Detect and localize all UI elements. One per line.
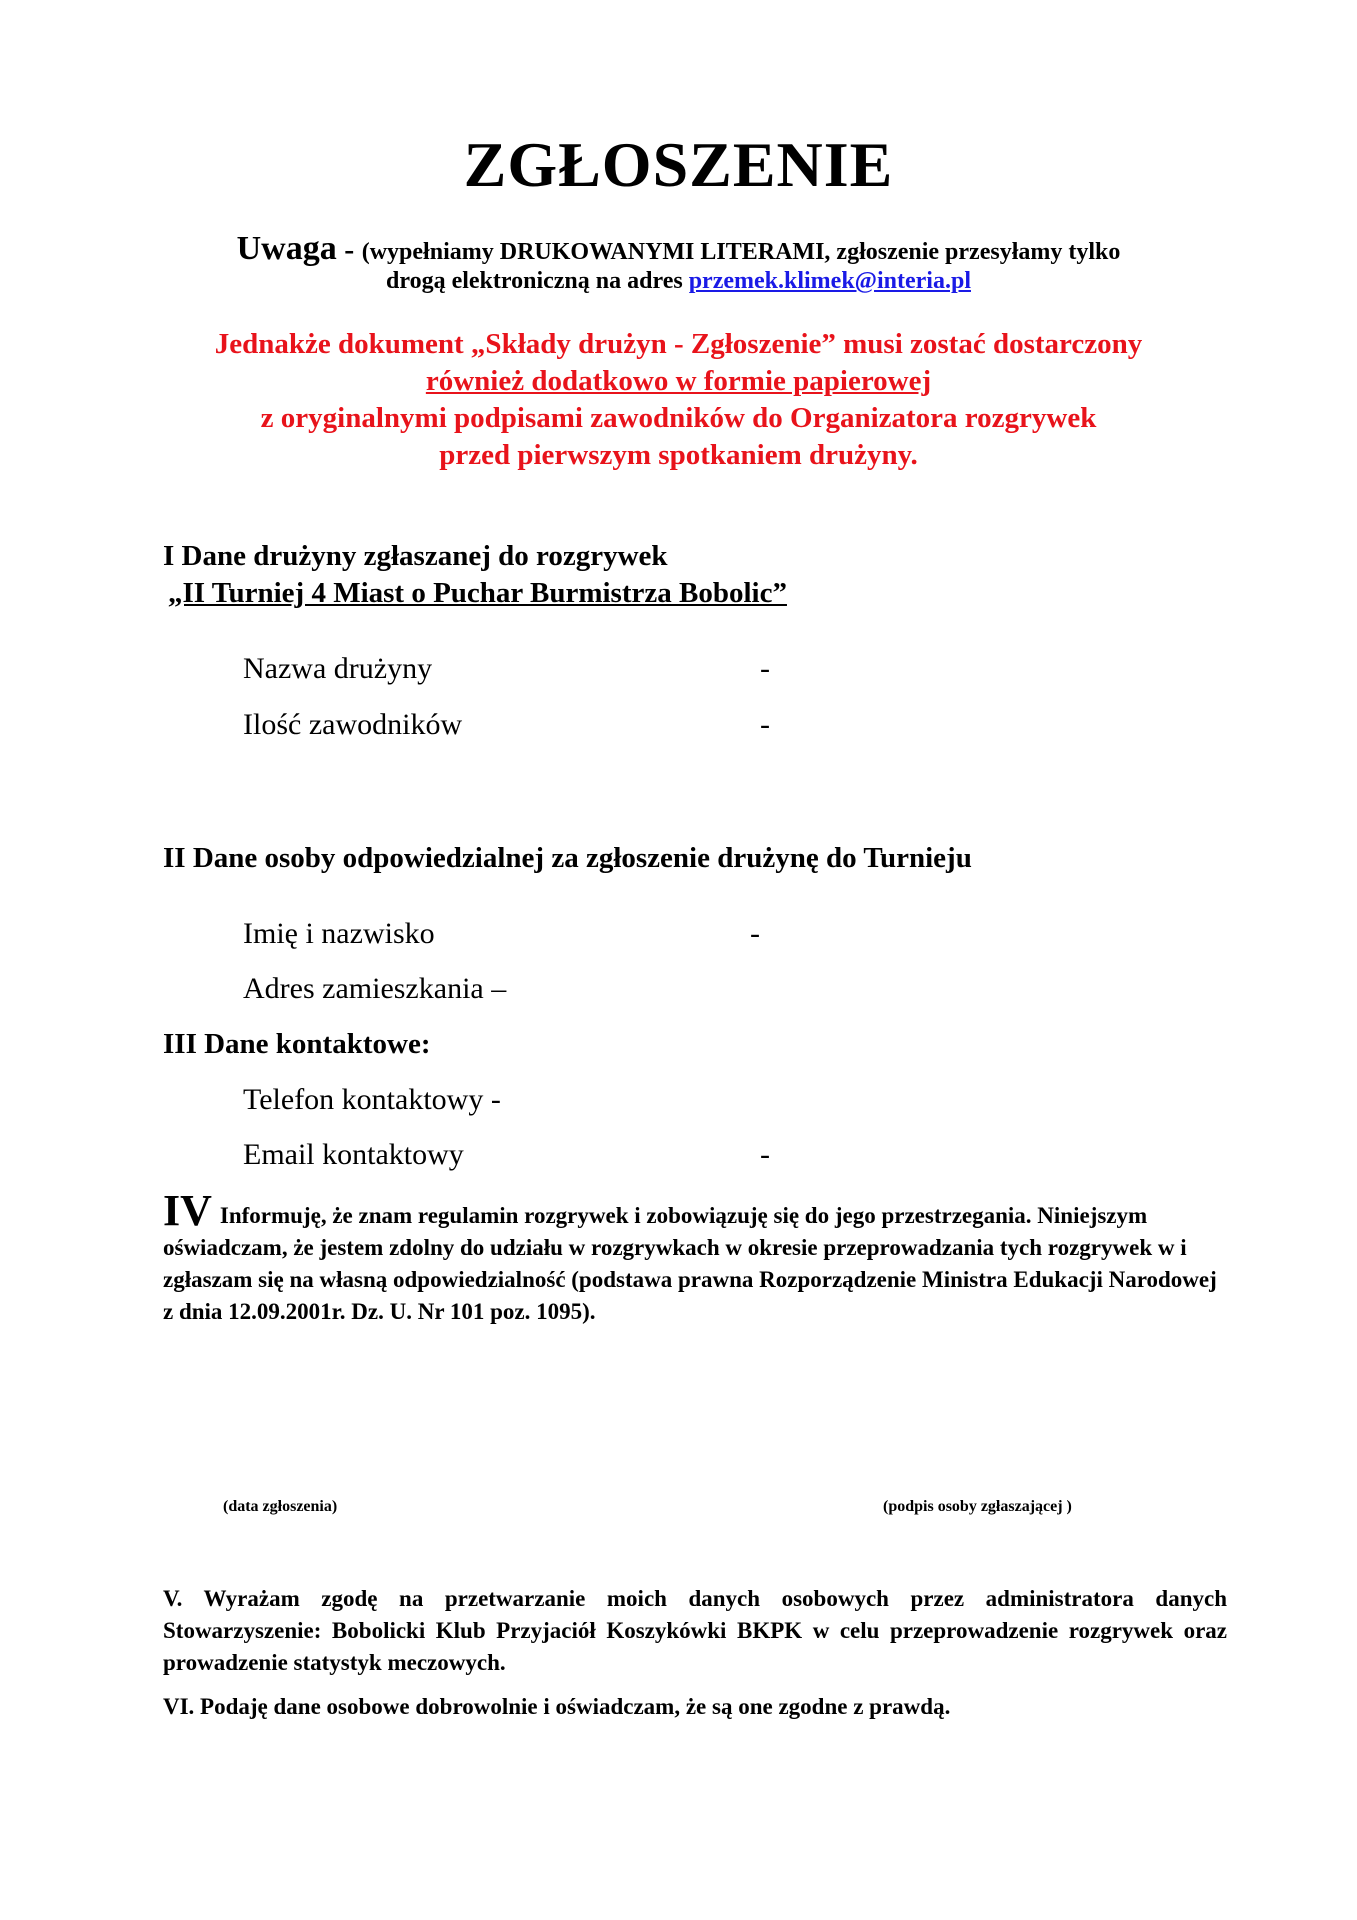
signature-label: (podpis osoby zgłaszającej ) [883,1498,1072,1515]
section-3-heading: III Dane kontaktowe: [163,1028,431,1060]
red-notice-line-3: z oryginalnymi podpisami zawodników do Organizatora rozgrywek [260,402,1097,434]
event-name: „II Turniej 4 Miast o Puchar Burmistrza Bobolic” [168,577,787,609]
full-name-label: Imię i nazwisko [243,917,435,950]
field-address [243,972,506,1006]
notice-line-1 [0,230,1357,268]
team-name-label: Nazwa drużyny [243,652,433,685]
phone-label: Telefon kontaktowy - [243,1083,501,1116]
field-email [243,1138,770,1172]
players-count-dash: - [760,708,770,741]
field-team-name [243,652,770,686]
players-count-label: Ilość zawodników [243,708,463,741]
section-4-declaration [163,1186,1223,1328]
notice-uwaga: Uwaga [236,230,337,267]
notice-dash: - [336,233,362,266]
red-notice-line-4: przed pierwszym spotkaniem drużyny. [439,439,918,471]
section-4-numeral: IV [163,1186,212,1235]
section-4-text: Informuję, że znam regulamin rozgrywek i zobowiązuję się do jego przestrzegania. Niniejszym oświadczam, że jestem zdolny do udziału w rozgrywkach w okresie przeprowadzania tych rozgrywek w i zgłaszam się na własną odpowiedzialność (podstawa prawna Rozporządzenie Ministra Edukacji Narodowej z dnia 12.09.2001r. Dz. U. Nr 101 poz. 1095). [163,1203,1217,1324]
field-full-name [243,917,760,951]
field-phone [243,1083,501,1117]
red-notice-line-2: również dodatkowo w formie papierowej [425,365,932,397]
document-title: ZGŁOSZENIE [463,129,894,200]
email-dash: - [760,1138,770,1171]
email-link[interactable]: przemek.klimek@interia.pl [688,268,971,294]
email-label: Email kontaktowy [243,1138,464,1171]
date-label: (data zgłoszenia) [223,1498,338,1515]
full-name-dash: - [750,917,760,950]
notice-text-2: drogą elektroniczną na adres [386,268,689,294]
field-players-count [243,708,770,742]
section-6-declaration: VI. Podaję dane osobowe dobrowolnie i oświadczam, że są one zgodne z prawdą. [163,1694,951,1719]
notice-text-1: (wypełniamy DRUKOWANYMI LITERAMI, zgłoszenie przesyłamy tylko [361,239,1121,265]
team-name-dash: - [760,652,770,685]
notice-line-2 [0,268,1357,295]
red-notice-line-1: Jednakże dokument „Składy drużyn - Zgłoszenie” musi zostać dostarczony [214,328,1143,360]
address-label: Adres zamieszkania – [243,972,507,1005]
section-1-heading: I Dane drużyny zgłaszanej do rozgrywek [163,540,668,572]
section-2-heading: II Dane osoby odpowiedzialnej za zgłoszenie drużynę do Turnieju [163,842,972,874]
section-5-consent: V. Wyrażam zgodę na przetwarzanie moich danych osobowych przez administratora danych Stowarzyszenie: Bobolicki Klub Przyjaciół Koszykówki BKPK w celu przeprowadzenie rozgrywek oraz prowadzenie statystyk meczowych. [163,1586,1227,1675]
